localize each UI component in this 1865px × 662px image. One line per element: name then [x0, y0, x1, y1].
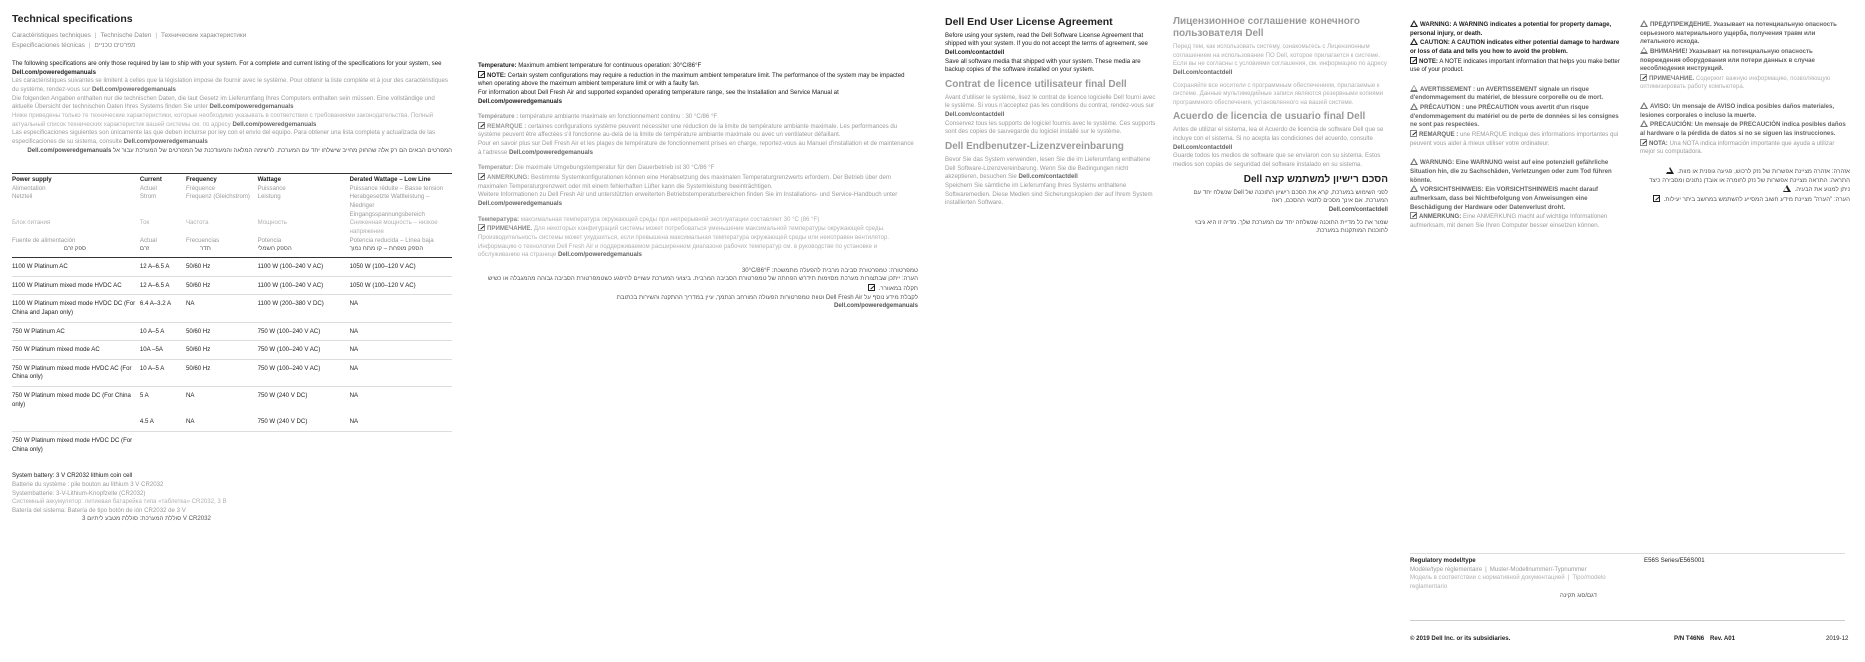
- warning-fr: AVERTISSEMENT : un AVERTISSEMENT signale un risque d'endommagement du matériel, de blessure corporelle ou de mort.: [1410, 85, 1604, 102]
- table-cell: 50/60 Hz: [185, 262, 211, 270]
- table-cell: [350, 431, 452, 458]
- eula-ru-text: Перед тем, как использовать систему, ознакомьтесь с Лицензионным соглашением на использование ПО Dell, которое прилагается к системе. Если вы не согласны с условиями соглашения, см. информацию по адресу Dell.com/contactdell: [1173, 43, 1387, 76]
- caution-en: CAUTION: A CAUTION indicates either potential damage to hardware or loss of data and tells you how to avoid the problem.: [1410, 39, 1620, 55]
- regulatory-value: E56S Series/E56S001: [1644, 557, 1705, 564]
- title-translations: Caractéristiques techniques | Technische Daten | Технические характеристики Especificaciones técnicas | מפרטים טכניים: [12, 31, 247, 49]
- regulatory-he: דגם/סוג תקינה: [1560, 591, 1597, 599]
- temp-en: Temperature: Maximum ambient temperature for continuous operation: 30°C/86°F: [478, 62, 702, 69]
- lang-he: מפרטים טכניים: [94, 41, 136, 49]
- note-icon: [1410, 57, 1417, 64]
- eula-he-text2: שמור את כל מדיית התוכנה שנשלחה יחד עם המערכת שלך. מדיה זו היא גיבוי לתוכנות המותקנות במערכת.: [1194, 218, 1388, 235]
- eula-es-text2: Guarde todos los medios de software que se envíaron con su sistema. Estos medios son copias de seguridad del software instalado en su sistema.: [1173, 152, 1381, 169]
- eula-en-title: Dell End User License Agreement: [945, 16, 1113, 28]
- table-cell: NA: [350, 295, 452, 322]
- column-specifications: [12, 12, 452, 524]
- link-poweredge-ru[interactable]: Dell.com/poweredgemanuals: [232, 120, 317, 128]
- table-cell: 1050 W (100–120 V AC): [349, 262, 416, 270]
- table-cell: 750 W (100–240 V AC): [258, 322, 350, 341]
- link-poweredge-c2-he[interactable]: Dell.com/poweredgemanuals: [834, 302, 918, 310]
- note-icon: [478, 173, 485, 180]
- eula-fr-text: Avant d'utiliser le système, lisez le contrat de licence logicielle Dell fourni avec le système. Si vous n'acceptez pas les conditions du contrat, rendez-vous sur Dell.com/contactdell: [945, 93, 1156, 119]
- table-cell: 1100 W Platinum AC: [12, 262, 68, 270]
- table-row: [12, 413, 452, 431]
- link-poweredge-es[interactable]: Dell.com/poweredgemanuals: [123, 137, 208, 145]
- caution-icon: [1410, 185, 1418, 192]
- temp-de: Temperatur: Die maximale Umgebungstemperatur für den Dauerbetrieb ist 30 °C/86 °F: [478, 164, 715, 172]
- warning-icon: [1666, 167, 1674, 174]
- note-icon: [1410, 212, 1417, 219]
- table-cell: NA: [350, 341, 452, 360]
- table-cell: 1100 W (100–240 V AC): [258, 276, 350, 295]
- warning-he: אזהרה: אזהרה מציינת אפשרות של נזק לרכוש, פגיעה גופנית או מוות.: [1640, 167, 1850, 177]
- caution-icon: [1640, 120, 1648, 127]
- eula-de-title: Dell Endbenutzer-Lizenzvereinbarung: [945, 141, 1124, 152]
- note-icon: [1640, 139, 1647, 146]
- revision: Rev. A01: [1710, 635, 1736, 642]
- battery-de: Systembatterie: 3-V-Lithium-Knopfzelle (CR2032): [12, 489, 146, 497]
- table-cell: 750 W (240 V DC): [258, 387, 350, 414]
- regulatory-label: Regulatory model/type: [1410, 557, 1476, 564]
- caution-de: VORSICHTSHINWEIS: Ein VORSICHTSHINWEIS macht darauf aufmerksam, dass bei Nichtbefolgung von Anweisungen eine Beschädigung der Hardware oder Datenverlust droht.: [1410, 186, 1599, 211]
- eula-en-text2: Save all software media that shipped with your system. These media are backup copies of the software installed on your system.: [945, 57, 1141, 74]
- caution-icon: [1783, 185, 1791, 192]
- table-cell: 750 W Platinum mixed mode HVDC AC (For China only): [12, 359, 140, 386]
- link-poweredge-c2-fr[interactable]: Dell.com/poweredgemanuals: [508, 148, 593, 156]
- intro-es: Las especificaciones siguientes son únicamente las que deben incluirse por ley con el envío del equipo. Para obtener una lista completa y actualizada de las especificaciones de su sistema, consulte Dell.com/poweredgemanuals: [12, 129, 436, 145]
- note-icon: [478, 122, 485, 129]
- battery-info: [12, 472, 452, 524]
- temp-fr: Température : température ambiante maximale en fonctionnement continu : 30 °C/86 °F: [478, 113, 718, 121]
- table-cell: NA: [350, 359, 452, 386]
- caution-icon: [1410, 38, 1418, 45]
- note-en-c5: NOTE: A NOTE indicates important information that helps you make better use of your product.: [1410, 57, 1620, 74]
- column-notices-1: [1410, 20, 1625, 230]
- note-es-c6: NOTA: Una NOTA indica información importante que ayuda a utilizar mejor su computadora.: [1640, 139, 1835, 156]
- regulatory-translations-1: Modèle/type réglementaire | Muster-Modellnummer/-Typnummer: [1410, 565, 1587, 573]
- table-cell: NA: [349, 418, 359, 426]
- note-icon: [1653, 195, 1660, 202]
- table-cell: [186, 431, 258, 458]
- eula-fr-title: Contrat de licence utilisateur final Dell: [945, 78, 1127, 90]
- table-cell: NA: [186, 295, 258, 322]
- intro-fr: Les caractéristiques suivantes se limitent à celles que la législation impose de fournir avec le système. Pour obtenir la liste complète et à jour des caractéristiques du système, rendez-vous sur Dell.com/poweredgemanuals: [12, 77, 448, 94]
- caution-es: PRECAUCIÓN: Un mensaje de PRECAUCIÓN indica posibles daños al hardware o la pérdida de datos si no se siguen las instrucciones.: [1640, 121, 1846, 138]
- table-row: [12, 295, 452, 322]
- table-row: [12, 431, 452, 458]
- table-cell: [258, 431, 350, 458]
- note-en: NOTE: Certain system configurations may require a reduction in the maximum ambient temperature limit. The performance of the system may be impacted when operating above the maximum ambient temperature limit or with a faulty fan.: [478, 71, 905, 88]
- fresh-air-he: לקבלת מידע נוסף על Dell Fresh Air וטווח טמפרטורות הפעולה המורחב הנתמך, עיין במדריך ההתקנה והשירות בכתובת: [616, 293, 918, 301]
- fresh-air-fr: Pour en savoir plus sur Dell Fresh Air et les plages de température de fonctionnement prises en charge, reportez-vous au Manuel d'installation et de maintenance à l'adresse Dell.com/poweredgemanuals: [478, 140, 914, 156]
- temp-ru: Температура: максимальная температура окружающей среды при непрерывной эксплуатации составляет 30 °C (86 °F): [478, 215, 820, 223]
- column-temperature: [478, 62, 918, 311]
- table-cell: 50/60 Hz: [186, 322, 258, 341]
- regulatory-translations-2: Модель в соответствии с нормативной документацией | Tipo/modelo reglamentario: [1410, 574, 1606, 590]
- table-cell: 50/60 Hz: [186, 276, 258, 295]
- table-cell: 12 A–6.5 A: [139, 262, 170, 270]
- table-cell: 6.4 A–3.2 A: [140, 295, 186, 322]
- warning-icon: [1410, 158, 1418, 165]
- link-poweredge-en[interactable]: Dell.com/poweredgemanuals: [12, 68, 96, 76]
- table-cell: 1100 W Platinum mixed mode HVDC AC: [12, 276, 140, 295]
- note-de-c5: ANMERKUNG: Eine ANMERKUNG macht auf wichtige Informationen aufmerksam, mit denen Sie Ihren Computer besser einsetzen können.: [1410, 213, 1608, 229]
- link-poweredge-fr[interactable]: Dell.com/poweredgemanuals: [91, 86, 176, 94]
- table-cell: 750 W (100–240 V AC): [258, 341, 350, 360]
- print-date: 2019-12: [1826, 635, 1849, 642]
- intro-de: Die folgenden Angaben enthalten nur die technischen Daten, die laut Gesetz im Lieferumfang Ihres Computers enthalten sein müssen. Eine vollständige und aktuelle Übersicht der technischen Daten Ihres Systems finden Sie unter Dell.com/poweredgemanuals: [12, 94, 435, 111]
- table-row: [12, 257, 452, 276]
- lang-fr: Caractéristiques techniques: [12, 31, 91, 39]
- table-cell: NA: [350, 322, 452, 341]
- link-contactdell-ru[interactable]: Dell.com/contactdell: [1173, 68, 1233, 76]
- fresh-air-en: For information about Dell Fresh Air and supported expanded operating temperature range, see the Installation and Service Manual at Dell.com/poweredgemanuals: [478, 88, 839, 105]
- regulatory-block: [1410, 557, 1845, 600]
- eula-ru-title: Лицензионное соглашение конечного пользователя Dell: [1173, 16, 1361, 39]
- link-poweredge-c2-de[interactable]: Dell.com/poweredgemanuals: [478, 199, 562, 207]
- table-cell: 750 W (240 V DC): [257, 418, 308, 426]
- table-cell: 750 W Platinum AC: [12, 322, 140, 341]
- table-cell: 50/60 Hz: [186, 359, 258, 386]
- table-cell: 750 W Platinum mixed mode AC: [12, 341, 140, 360]
- warning-icon: [1640, 20, 1648, 27]
- table-cell: 1050 W (100–120 V AC): [350, 276, 452, 295]
- header-derated-wattage: Derated Wattage – Low Line: [349, 176, 431, 184]
- warning-de: WARNUNG: Eine WARNUNG weist auf eine potenziell gefährliche Situation hin, die zu Sachschäden, Verletzungen oder zum Tod führen könnte.: [1410, 159, 1612, 184]
- fresh-air-de: Weitere Informationen zu Dell Fresh Air und unterstützten erweiterten Betriebstemperaturbereichen finden Sie im Installations- und Service-Handbuch unter Dell.com/poweredgemanuals: [478, 191, 898, 207]
- fresh-air-ru: Информацию о технологии Dell Fresh Air и поддерживаемом расширенном диапазоне рабочих температур см. в руководстве по установке и обслуживанию на странице Dell.com/poweredgemanuals: [478, 242, 878, 259]
- note-ru: ПРИМЕЧАНИЕ. Для некоторых конфигураций системы может потребоваться уменьшение максимальной температуры окружающей среды. Производительность системы может ухудшиться, если превышена максимальная температура окружающей среды или неисправен вентилятор.: [478, 225, 890, 241]
- power-supply-table: Power supply Current Frequency Wattage Derated Wattage – Low Line Alimentation Actuel Fréquence Puissance Puissance réduite – Basse tension Netzteil Strom Frequenz (Gleichstrom) Leistung Herabgesetzte Wattleistung – Niedriger Eingangsspannungsbereich Блок питания Ток Частота Мощность Сниженная мощность – низкое напряжение Fuente de alimentación Actual Frecuencias Potencia Potencia reducida – Línea baja ספק זרם זרם תדר הספק חשמלי הספק מופחת – קו מתח נמוך 1100 W Platinum AC 12 A–6.5 A 50/60 Hz 1100 W (100–240 V AC) 1050 W (100–120 V AC) 1100 W Platinum mixed mode HVDC AC 12 A–6.5 A 50/60 Hz 1100 W (100–240 V AC) 1050 W (100–120 V AC) 1100 W Platinum mixed mode HVDC DC (For China and Japan only) 6.4 A–3.2 A NA 1100 W (200–380 V DC) NA 750 W Platinum AC 10 A–5 A 50/60 Hz 750 W (100–240 V AC) NA 750 W Platinum mixed mode AC 10A –5A 50/60 Hz 750 W (100–240 V AC) NA 750 W Platinum mixed mode HVDC AC (For China only) 10 A–5 A 50/60 Hz 750 W (100–240 V AC) NA 750 W Platinum mixed mode DC (For China only) 5 A NA 750 W (240 V DC) NA 4.5 A NA 750 W (240 V DC) NA 750 W Platinum mixed mode HVDC DC (For China only): [12, 173, 452, 458]
- intro-en: The following specifications are only those required by law to ship with your system. For a complete and current listing of the specifications for your system, see Dell.com/poweredgemanuals: [12, 60, 442, 76]
- note-icon: [478, 224, 485, 231]
- battery-ru: Системный аккумулятор: литиевая батарейка типа «таблетка» CR2032, 3 В: [12, 498, 227, 506]
- link-poweredge-he[interactable]: Dell.com/poweredgemanuals: [27, 146, 112, 154]
- intro-he: המפרטים הבאים הם רק אלה שהחוק מחייב שישלחו יחד עם המערכת. לרשימה המלאה והמעודכנת של המפרטים של המערכת עבור אל Dell.com/poweredgemanuals: [27, 146, 452, 154]
- column-notices-2: [1640, 20, 1850, 205]
- note-he: הערה: ייתכן שבתצורות מערכת מסוימות תידרש הפחתה של טמפרטורת הסביבה המרבית. ביצועי המערכת עשויים להיפגע כשטמפרטורת הסביבה גבוהה מהמגבלה או כשיש תקלה במאוורר.: [487, 275, 918, 293]
- table-cell: 750 W Platinum mixed mode HVDC DC (For China only): [12, 431, 140, 458]
- temp-he: טמפרטורה: טמפרטורת סביבה מרבית להפעלה מתמשכת: 30°C/86°F: [741, 266, 918, 274]
- eula-es-text: Antes de utilizar el sistema, lea el Acuerdo de licencia de software Dell que se incluye con el sistema. Si no acepta las condiciones del acuerdo, consulte Dell.com/contactdell: [1173, 126, 1384, 151]
- header-power-supply: Power supply: [12, 176, 52, 184]
- column-eula-2: [1173, 12, 1388, 236]
- table-row: [12, 322, 452, 341]
- table-cell: 10 A–5 A: [140, 322, 186, 341]
- link-poweredge-de[interactable]: Dell.com/poweredgemanuals: [209, 103, 294, 111]
- table-cell: 10 A–5 A: [140, 359, 186, 386]
- table-cell: [140, 431, 186, 458]
- table-body: [12, 257, 452, 458]
- header-current: Current: [139, 176, 162, 184]
- intro-ru: Ниже приведены только те технические характеристики, которые необходимо указывать в соответствии с требованиями законодательства. Полный актуальный список технических характеристик вашей системы см. по адресу Dell.com/poweredgemanuals: [12, 111, 434, 128]
- table-header-row: [12, 174, 452, 185]
- header-frequency: Frequency: [185, 176, 217, 184]
- table-row: [12, 276, 452, 295]
- eula-he-text: לפני השימוש במערכת, קרא את הסכם רישיון התוכנה של Dell שנשלח יחד עם המערכת. אם אינך מסכים לתנאי ההסכם, ראה: [1193, 188, 1388, 205]
- note-fr-c5: REMARQUE : une REMARQUE indique des informations importantes qui peuvent vous aider à mieux utiliser votre ordinateur.: [1410, 131, 1619, 147]
- footer-divider: [1410, 620, 1845, 621]
- lang-es: Especificaciones técnicas: [12, 41, 85, 49]
- caution-fr: PRÉCAUTION : une PRÉCAUTION vous avertit d'un risque d'endommagement du matériel ou de perte de données si les consignes ne sont pas respectées.: [1410, 104, 1619, 129]
- link-contactdell-en[interactable]: Dell.com/contactdell: [945, 48, 1005, 56]
- caution-icon: [1640, 47, 1648, 54]
- note-icon: [1410, 130, 1417, 137]
- link-contactdell-es[interactable]: Dell.com/contactdell: [1173, 143, 1233, 151]
- note-icon: [1640, 74, 1647, 81]
- temp-he-block: [478, 267, 918, 311]
- table-cell: 5 A: [140, 387, 186, 414]
- caution-he: התראה: התראה מציינת אפשרות של נזק לחומרה או אובדן נתונים ומסבירה כיצד ניתן למנוע את הבעיה.: [1649, 176, 1850, 194]
- note-fr: REMARQUE : certaines configurations système peuvent nécessiter une réduction de la limite de température ambiante maximale. Les performances du système peuvent être affectées s'il fonctionne au-delà de la limite de température ambiante maximale ou avec un ventilateur défaillant.: [478, 122, 898, 139]
- battery-fr: Batterie du système : pile bouton au lithium 3 V CR2032: [12, 480, 164, 488]
- page-title: Technical specifications: [12, 13, 133, 25]
- table-row: [12, 341, 452, 360]
- table-cell: 1100 W (200–380 V DC): [258, 295, 350, 322]
- table-cell: 12 A–6.5 A: [140, 276, 186, 295]
- regulatory-divider: [1410, 553, 1845, 554]
- table-cell: 4.5 A: [139, 418, 154, 426]
- eula-ru-text2: Сохраняйте все носители с программным обеспечением, прилагаемые к системе. Данные мультимедийные записи являются резервными копиями программного обеспечения, установленного на вашей системе.: [1173, 81, 1384, 106]
- eula-fr-text2: Conservez tous les supports de logiciel fournis avec le système. Ces supports sont des copies de sauvegarde du logiciel installé sur le système.: [945, 119, 1156, 136]
- battery-en: System battery: 3 V CR2032 lithium coin cell: [12, 472, 133, 480]
- eula-en-text: Before using your system, read the Dell Software License Agreement that shipped with your system. If you do not accept the terms of agreement, see Dell.com/contactdell: [945, 31, 1148, 56]
- eula-es-title: Acuerdo de licencia de usuario final Dell: [1173, 111, 1366, 123]
- copyright: © 2019 Dell Inc. or its subsidiaries.: [1410, 635, 1511, 642]
- caution-ru: ВНИМАНИЕ! Указывает на потенциальную опасность повреждения оборудования или потери данных в случае несоблюдения инструкций.: [1640, 47, 1815, 73]
- table-cell: 1100 W Platinum mixed mode HVDC DC (For China and Japan only): [12, 295, 140, 322]
- lang-de: Technische Daten: [100, 31, 152, 39]
- table-cell: 750 W (100–240 V AC): [258, 359, 350, 386]
- battery-he: סוללת המערכת: סוללת מטבע ליתיום 3 V CR2032: [82, 515, 211, 523]
- table-cell: 750 W Platinum mixed mode DC (For China only): [12, 387, 140, 414]
- table-cell: NA: [350, 387, 452, 414]
- link-contactdell-he[interactable]: Dell.com/contactdell: [1328, 205, 1388, 213]
- warning-icon: [1410, 85, 1418, 92]
- table-row: [12, 359, 452, 386]
- lang-ru: Технические характеристики: [161, 31, 247, 39]
- note-he: הערה: "הערה" מציינת מידע חשוב המסייע להשתמש במחשב ביתר יעילות.: [1640, 195, 1850, 205]
- header-wattage: Wattage: [257, 176, 282, 184]
- note-de: ANMERKUNG: Bestimmte Systemkonfigurationen können eine Herabsetzung des maximalen Temperaturgrenzwerts erfordern. Der Betrieb über dem maximalen Temperaturgrenzwert oder mit einem fehlerhaften Lüfter kann die Systemleistung beeinträchtigen.: [478, 174, 891, 190]
- table-cell: NA: [185, 418, 195, 426]
- eula-de-text2: Speichern Sie sämtliche im Lieferumfang Ihres Systems enthaltene Softwaremedien. Diese Medien sind Sicherungskopien der auf Ihrem System installierten Software.: [945, 181, 1153, 207]
- warning-es: AVISO: Un mensaje de AVISO indica posibles daños materiales, lesiones corporales o incluso la muerte.: [1640, 103, 1835, 119]
- table-cell: 10A –5A: [140, 341, 186, 360]
- table-cell: 50/60 Hz: [186, 341, 258, 360]
- note-icon: [478, 71, 485, 78]
- battery-es: Batería del sistema: Batería de tipo botón de ión CR2032 de 3 V: [12, 506, 186, 514]
- table-cell: NA: [186, 387, 258, 414]
- table-cell: 1100 W (100–240 V AC): [257, 262, 324, 270]
- warning-en: WARNING: A WARNING indicates a potential for property damage, personal injury, or death.: [1410, 21, 1612, 37]
- table-cell: [12, 413, 140, 431]
- eula-de-text: Bevor Sie das System verwenden, lesen Sie die im Lieferumfang enthaltene Dell Software-Lizenzvereinbarung. Wenn Sie die Bedingungen nicht akzeptieren, besuchen Sie Dell.com/contactdell: [945, 156, 1151, 181]
- note-icon: [868, 284, 875, 291]
- link-poweredge-c2-en[interactable]: Dell.com/poweredgemanuals: [478, 97, 562, 105]
- link-poweredge-c2-ru[interactable]: Dell.com/poweredgemanuals: [557, 251, 642, 259]
- warning-icon: [1410, 20, 1418, 27]
- warning-ru: ПРЕДУПРЕЖДЕНИЕ. Указывает на потенциальную опасность серьезного материального ущерба, получения травм или летального исхода.: [1640, 21, 1837, 46]
- warning-icon: [1640, 102, 1648, 109]
- link-contactdell-fr[interactable]: Dell.com/contactdell: [945, 111, 1005, 119]
- link-contactdell-de[interactable]: Dell.com/contactdell: [1018, 173, 1078, 181]
- eula-he-title: הסכם רישיון למשתמש קצה Dell: [1243, 173, 1388, 185]
- column-eula-1: [945, 12, 1157, 208]
- table-row: [12, 387, 452, 414]
- part-number: P/N T46N6: [1674, 635, 1705, 642]
- caution-icon: [1410, 103, 1418, 110]
- note-ru-c6: ПРИМЕЧАНИЕ. Содержит важную информацию, позволяющую оптимизировать работу компьютера.: [1640, 74, 1831, 91]
